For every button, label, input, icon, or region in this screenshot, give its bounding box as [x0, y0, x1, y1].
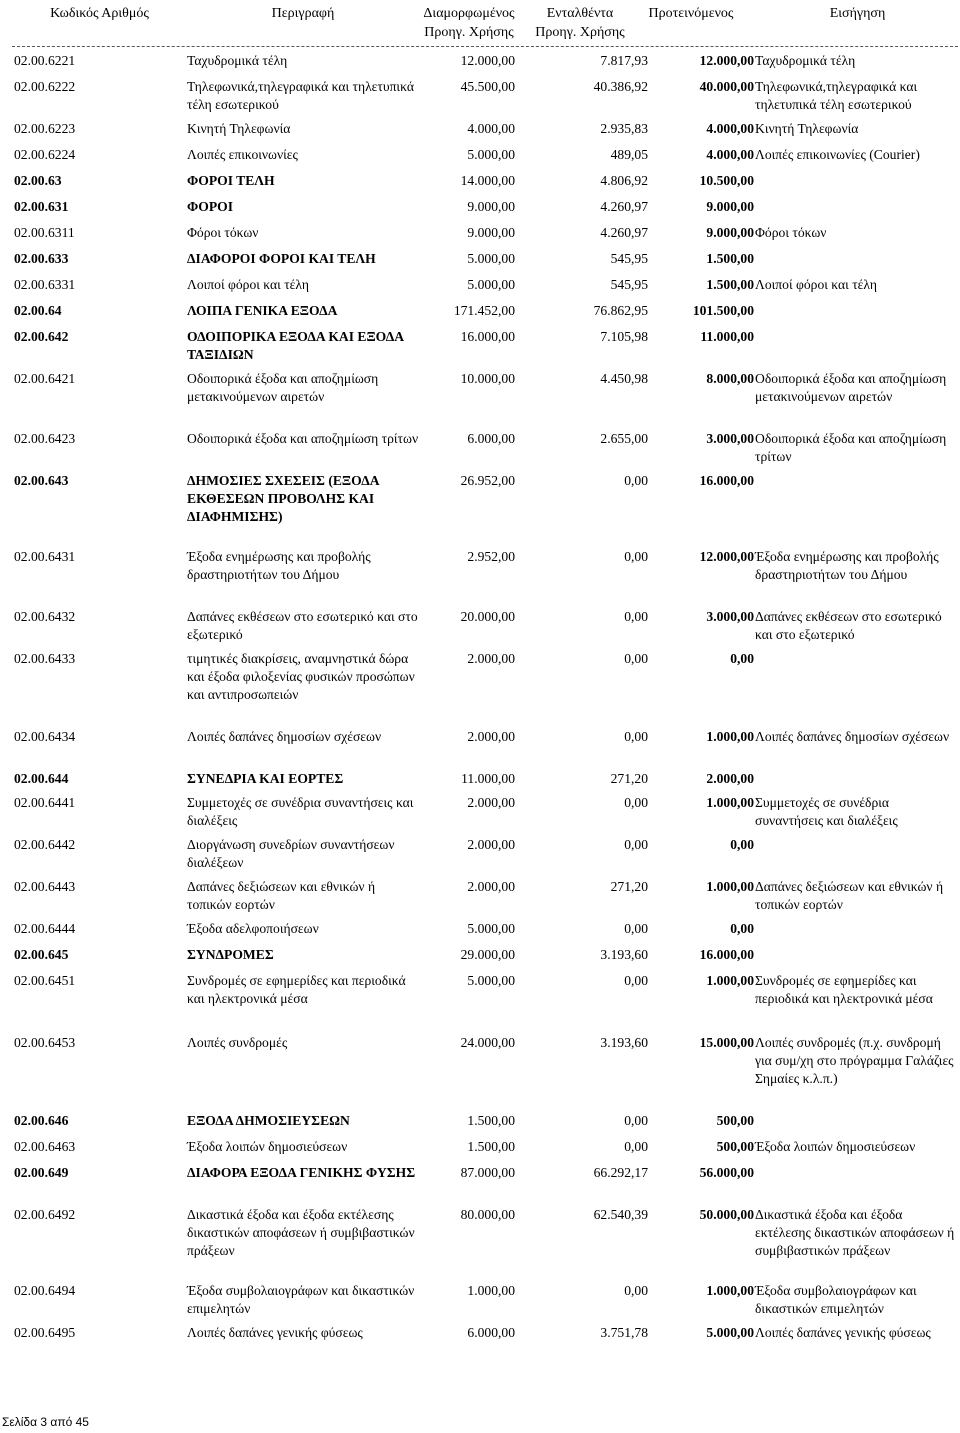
row-proposed: 12.000,00	[699, 53, 754, 68]
row-proposed: 1.500,00	[706, 251, 754, 266]
row-adjusted: 6.000,00	[467, 431, 515, 446]
row-proposed: 1.000,00	[706, 1283, 754, 1298]
row-description: τιμητικές διακρίσεις, αναμνηστικά δώρα και έξοδα φιλοξενίας φυσικών προσώπων και αντιπροσωπειών	[187, 651, 415, 702]
table-row	[12, 728, 958, 770]
row-proposed: 9.000,00	[706, 225, 754, 240]
row-committed: 7.817,93	[600, 53, 648, 68]
row-committed: 0,00	[624, 609, 648, 624]
row-proposed: 16.000,00	[699, 473, 754, 488]
header-code: Κωδικός Αριθμός	[50, 6, 149, 21]
row-committed: 3.751,78	[600, 1325, 648, 1340]
row-committed: 0,00	[624, 651, 648, 666]
row-code: 02.00.646	[14, 1113, 69, 1128]
row-code: 02.00.6453	[14, 1035, 76, 1050]
row-adjusted: 26.952,00	[460, 473, 515, 488]
row-introduction: Φόροι τόκων	[755, 225, 827, 240]
row-adjusted: 12.000,00	[460, 53, 515, 68]
row-code: 02.00.6441	[14, 795, 76, 810]
header-divider	[12, 46, 958, 47]
table-row	[12, 946, 958, 972]
row-introduction: Δαπάνες δεξιώσεων και εθνικών ή τοπικών εορτών	[755, 879, 944, 912]
row-adjusted: 11.000,00	[461, 771, 515, 786]
table-row	[12, 224, 958, 250]
table-row	[12, 1138, 958, 1164]
row-introduction: Λοιποί φόροι και τέλη	[755, 277, 877, 292]
row-introduction: Λοιπές δαπάνες δημοσίων σχέσεων	[755, 729, 950, 744]
row-adjusted: 1.500,00	[467, 1139, 515, 1154]
row-code: 02.00.645	[14, 947, 69, 962]
row-adjusted: 171.452,00	[453, 303, 515, 318]
row-description: Συνδρομές σε εφημερίδες και περιοδικά και ηλεκτρονικά μέσα	[187, 973, 406, 1006]
row-code: 02.00.6494	[14, 1283, 76, 1298]
row-introduction: Έξοδα ενημέρωσης και προβολής δραστηριοτήτων του Δήμου	[755, 549, 939, 582]
row-introduction: Δικαστικά έξοδα και έξοδα εκτέλεσης δικαστικών αποφάσεων ή συμβιβαστικών πράξεων	[755, 1207, 955, 1258]
table-row	[12, 770, 958, 794]
table-row	[12, 370, 958, 430]
row-proposed: 1.000,00	[706, 879, 754, 894]
row-committed: 0,00	[624, 1283, 648, 1298]
row-adjusted: 5.000,00	[467, 921, 515, 936]
row-proposed: 50.000,00	[699, 1207, 754, 1222]
row-proposed: 4.000,00	[706, 121, 754, 136]
row-code: 02.00.6433	[14, 651, 76, 666]
row-description: ΣΥΝΔΡΟΜΕΣ	[187, 947, 274, 962]
row-description: ΛΟΙΠΑ ΓΕΝΙΚΑ ΕΞΟΔΑ	[187, 303, 338, 318]
row-committed: 2.935,83	[600, 121, 648, 136]
row-adjusted: 2.000,00	[467, 795, 515, 810]
row-introduction: Δαπάνες εκθέσεων στο εσωτερικό και στο εξωτερικό	[755, 609, 942, 642]
row-proposed: 9.000,00	[706, 199, 754, 214]
row-description: ΔΙΑΦΟΡΑ ΕΞΟΔΑ ΓΕΝΙΚΗΣ ΦΥΣΗΣ	[187, 1165, 416, 1180]
row-adjusted: 9.000,00	[467, 199, 515, 214]
row-adjusted: 5.000,00	[467, 147, 515, 162]
row-committed: 489,05	[610, 147, 648, 162]
row-committed: 40.386,92	[593, 79, 648, 94]
row-proposed: 16.000,00	[699, 947, 754, 962]
row-description: Οδοιπορικά έξοδα και αποζημίωση μετακινούμενων αιρετών	[187, 371, 379, 404]
row-code: 02.00.6431	[14, 549, 76, 564]
row-introduction: Κινητή Τηλεφωνία	[755, 121, 859, 136]
row-committed: 3.193,60	[600, 947, 648, 962]
row-description: Δαπάνες εκθέσεων στο εσωτερικό και στο εξωτερικό	[187, 609, 418, 642]
row-code: 02.00.64	[14, 303, 62, 318]
row-proposed: 15.000,00	[699, 1035, 754, 1050]
row-proposed: 11.000,00	[700, 329, 754, 344]
row-adjusted: 2.000,00	[467, 837, 515, 852]
row-description: Τηλεφωνικά,τηλεγραφικά και τηλετυπικά τέλη εσωτερικού	[187, 79, 414, 112]
table-row	[12, 1324, 958, 1364]
row-adjusted: 87.000,00	[460, 1165, 515, 1180]
row-code: 02.00.6463	[14, 1139, 76, 1154]
row-introduction: Συμμετοχές σε συνέδρια συναντήσεις και διαλέξεις	[755, 795, 898, 828]
row-proposed: 12.000,00	[699, 549, 754, 564]
row-committed: 0,00	[624, 549, 648, 564]
row-committed: 545,95	[610, 251, 648, 266]
row-adjusted: 2.000,00	[467, 651, 515, 666]
row-adjusted: 16.000,00	[460, 329, 515, 344]
row-proposed: 1.500,00	[706, 277, 754, 292]
row-description: Ταχυδρομικά τέλη	[187, 53, 288, 68]
row-description: Έξοδα λοιπών δημοσιεύσεων	[187, 1139, 348, 1154]
row-committed: 66.292,17	[593, 1165, 648, 1180]
row-description: Δικαστικά έξοδα και έξοδα εκτέλεσης δικαστικών αποφάσεων ή συμβιβαστικών πράξεων	[187, 1207, 415, 1258]
row-code: 02.00.6434	[14, 729, 76, 744]
row-proposed: 3.000,00	[706, 431, 754, 446]
row-code: 02.00.6443	[14, 879, 76, 894]
row-proposed: 56.000,00	[699, 1165, 754, 1180]
row-committed: 2.655,00	[600, 431, 648, 446]
row-committed: 271,20	[610, 771, 648, 786]
row-introduction: Οδοιπορικά έξοδα και αποζημίωση τρίτων	[755, 431, 947, 464]
row-code: 02.00.6222	[14, 79, 76, 94]
row-description: Φόροι τόκων	[187, 225, 259, 240]
row-code: 02.00.6331	[14, 277, 76, 292]
row-code: 02.00.649	[14, 1165, 69, 1180]
row-description: Λοιπές δαπάνες δημοσίων σχέσεων	[187, 729, 382, 744]
table-row	[12, 198, 958, 224]
row-description: Λοιπές συνδρομές	[187, 1035, 288, 1050]
table-row	[12, 146, 958, 172]
table-row	[12, 276, 958, 302]
row-proposed: 500,00	[716, 1113, 754, 1128]
table-row	[12, 120, 958, 146]
table-row	[12, 548, 958, 608]
row-adjusted: 5.000,00	[467, 973, 515, 988]
row-committed: 0,00	[624, 837, 648, 852]
table-row	[12, 836, 958, 878]
row-proposed: 0,00	[730, 651, 754, 666]
row-committed: 4.260,97	[600, 225, 648, 240]
table-row	[12, 172, 958, 198]
row-committed: 4.260,97	[600, 199, 648, 214]
row-proposed: 1.000,00	[706, 973, 754, 988]
row-code: 02.00.6221	[14, 53, 76, 68]
row-proposed: 101.500,00	[692, 303, 754, 318]
row-committed: 4.806,92	[600, 173, 648, 188]
row-adjusted: 2.000,00	[467, 729, 515, 744]
budget-table	[12, 52, 958, 1364]
row-code: 02.00.6451	[14, 973, 76, 988]
row-committed: 76.862,95	[593, 303, 648, 318]
row-adjusted: 1.500,00	[467, 1113, 515, 1128]
table-row	[12, 794, 958, 836]
table-header	[0, 4, 960, 46]
row-description: Συμμετοχές σε συνέδρια συναντήσεις και διαλέξεις	[187, 795, 414, 828]
row-adjusted: 80.000,00	[460, 1207, 515, 1222]
row-adjusted: 1.000,00	[467, 1283, 515, 1298]
table-row	[12, 302, 958, 328]
row-description: Κινητή Τηλεφωνία	[187, 121, 291, 136]
header-proposed: Προτεινόμενος	[648, 6, 734, 21]
table-row	[12, 608, 958, 650]
table-row	[12, 920, 958, 946]
table-row	[12, 1282, 958, 1324]
row-proposed: 4.000,00	[706, 147, 754, 162]
row-introduction: Οδοιπορικά έξοδα και αποζημίωση μετακινούμενων αιρετών	[755, 371, 947, 404]
header-description: Περιγραφή	[271, 6, 335, 21]
page-footer: Σελίδα 3 από 45	[2, 1415, 89, 1429]
table-row	[12, 472, 958, 548]
row-code: 02.00.6223	[14, 121, 76, 136]
row-code: 02.00.633	[14, 251, 69, 266]
row-adjusted: 6.000,00	[467, 1325, 515, 1340]
row-description: ΦΟΡΟΙ	[187, 199, 234, 214]
table-row	[12, 1164, 958, 1206]
row-committed: 0,00	[624, 795, 648, 810]
table-row	[12, 52, 958, 78]
row-description: Οδοιπορικά έξοδα και αποζημίωση τρίτων	[187, 431, 419, 446]
table-row	[12, 650, 958, 728]
row-introduction: Ταχυδρομικά τέλη	[755, 53, 856, 68]
row-committed: 0,00	[624, 1113, 648, 1128]
header-introduction: Εισήγηση	[829, 6, 886, 21]
row-committed: 0,00	[624, 1139, 648, 1154]
row-proposed: 5.000,00	[706, 1325, 754, 1340]
table-row	[12, 250, 958, 276]
row-code: 02.00.6442	[14, 837, 76, 852]
row-description: Λοιπές δαπάνες γενικής φύσεως	[187, 1325, 363, 1340]
table-row	[12, 430, 958, 472]
row-adjusted: 9.000,00	[467, 225, 515, 240]
row-code: 02.00.644	[14, 771, 69, 786]
row-introduction: Τηλεφωνικά,τηλεγραφικά και τηλετυπικά τέλη εσωτερικού	[755, 79, 918, 112]
row-description: ΔΙΑΦΟΡΟΙ ΦΟΡΟΙ ΚΑΙ ΤΕΛΗ	[187, 251, 376, 266]
row-code: 02.00.6311	[14, 225, 75, 240]
row-adjusted: 2.952,00	[467, 549, 515, 564]
row-introduction: Έξοδα λοιπών δημοσιεύσεων	[755, 1139, 916, 1154]
row-adjusted: 20.000,00	[460, 609, 515, 624]
row-introduction: Λοιπές συνδρομές (π.χ. συνδρομή για συμ/χη στο πρόγραμμα Γαλάζιες Σημαίες κ.λ.π.)	[755, 1035, 954, 1086]
row-description: Λοιπές επικοινωνίες	[187, 147, 298, 162]
table-row	[12, 972, 958, 1034]
row-description: ΕΞΟΔΑ ΔΗΜΟΣΙΕΥΣΕΩΝ	[187, 1113, 350, 1128]
row-code: 02.00.643	[14, 473, 69, 488]
header-committed: Ενταλθέντα Προηγ. Χρήσης	[535, 6, 625, 40]
row-adjusted: 4.000,00	[467, 121, 515, 136]
row-description: Δαπάνες δεξιώσεων και εθνικών ή τοπικών εορτών	[187, 879, 376, 912]
row-description: Έξοδα συμβολαιογράφων και δικαστικών επιμελητών	[187, 1283, 415, 1316]
row-code: 02.00.6495	[14, 1325, 76, 1340]
row-adjusted: 24.000,00	[460, 1035, 515, 1050]
row-proposed: 40.000,00	[699, 79, 754, 94]
row-committed: 545,95	[610, 277, 648, 292]
row-introduction: Λοιπές δαπάνες γενικής φύσεως	[755, 1325, 931, 1340]
row-introduction: Έξοδα συμβολαιογράφων και δικαστικών επιμελητών	[755, 1283, 917, 1316]
row-code: 02.00.6432	[14, 609, 76, 624]
row-adjusted: 10.000,00	[460, 371, 515, 386]
row-description: ΣΥΝΕΔΡΙΑ ΚΑΙ ΕΟΡΤΕΣ	[187, 771, 344, 786]
row-committed: 0,00	[624, 973, 648, 988]
row-adjusted: 14.000,00	[460, 173, 515, 188]
row-proposed: 2.000,00	[706, 771, 754, 786]
row-committed: 0,00	[624, 473, 648, 488]
table-row	[12, 1206, 958, 1282]
row-introduction: Λοιπές επικοινωνίες (Courier)	[755, 147, 920, 162]
row-proposed: 0,00	[730, 921, 754, 936]
row-adjusted: 29.000,00	[460, 947, 515, 962]
row-introduction: Συνδρομές σε εφημερίδες και περιοδικά και ηλεκτρονικά μέσα	[755, 973, 933, 1006]
row-committed: 3.193,60	[600, 1035, 648, 1050]
row-committed: 4.450,98	[600, 371, 648, 386]
row-proposed: 10.500,00	[699, 173, 754, 188]
row-proposed: 3.000,00	[706, 609, 754, 624]
row-code: 02.00.6421	[14, 371, 76, 386]
row-proposed: 1.000,00	[706, 795, 754, 810]
row-proposed: 8.000,00	[706, 371, 754, 386]
table-row	[12, 328, 958, 370]
row-adjusted: 2.000,00	[467, 879, 515, 894]
table-row	[12, 878, 958, 920]
row-committed: 62.540,39	[593, 1207, 648, 1222]
row-adjusted: 45.500,00	[460, 79, 515, 94]
row-description: Διοργάνωση συνεδρίων συναντήσεων διαλέξεων	[187, 837, 395, 870]
row-code: 02.00.6444	[14, 921, 76, 936]
row-code: 02.00.6224	[14, 147, 76, 162]
row-proposed: 0,00	[730, 837, 754, 852]
row-code: 02.00.6492	[14, 1207, 76, 1222]
row-description: Έξοδα ενημέρωσης και προβολής δραστηριοτήτων του Δήμου	[187, 549, 371, 582]
row-description: ΔΗΜΟΣΙΕΣ ΣΧΕΣΕΙΣ (ΕΞΟΔΑ ΕΚΘΕΣΕΩΝ ΠΡΟΒΟΛΗΣ ΚΑΙ ΔΙΑΦΗΜΙΣΗΣ)	[187, 473, 379, 524]
row-committed: 0,00	[624, 921, 648, 936]
row-description: ΟΔΟΙΠΟΡΙΚΑ ΕΞΟΔΑ ΚΑΙ ΕΞΟΔΑ ΤΑΞΙΔΙΩΝ	[187, 329, 404, 362]
row-committed: 0,00	[624, 729, 648, 744]
row-committed: 7.105,98	[600, 329, 648, 344]
table-row	[12, 1112, 958, 1138]
table-row	[12, 78, 958, 120]
row-code: 02.00.63	[14, 173, 62, 188]
header-adjusted: Διαμορφωμένος Προηγ. Χρήσης	[423, 6, 515, 40]
row-description: Λοιποί φόροι και τέλη	[187, 277, 309, 292]
row-adjusted: 5.000,00	[467, 277, 515, 292]
row-committed: 271,20	[610, 879, 648, 894]
row-proposed: 1.000,00	[706, 729, 754, 744]
table-row	[12, 1034, 958, 1112]
row-description: ΦΟΡΟΙ ΤΕΛΗ	[187, 173, 275, 188]
row-description: Έξοδα αδελφοποιήσεων	[187, 921, 319, 936]
row-proposed: 500,00	[716, 1139, 754, 1154]
row-code: 02.00.642	[14, 329, 69, 344]
row-adjusted: 5.000,00	[467, 251, 515, 266]
row-code: 02.00.6423	[14, 431, 76, 446]
row-code: 02.00.631	[14, 199, 69, 214]
